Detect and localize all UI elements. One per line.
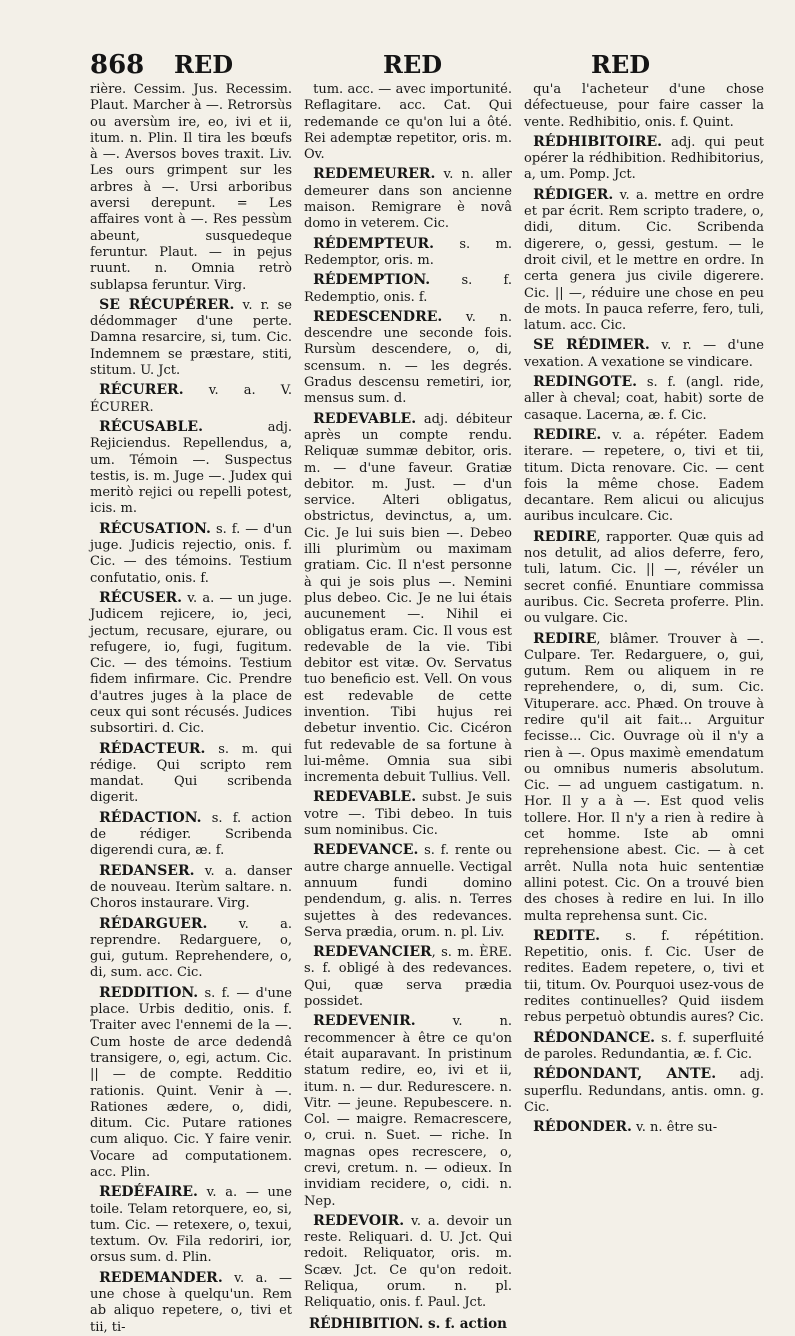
- dictionary-entry: RÉDARGUER. v. a. reprendre. Redarguere, o, gui, gutum. Reprehendere, o, di, sum. acc. Cic.: [90, 915, 292, 981]
- dictionary-entry: RÉDACTION. s. f. action de rédiger. Scribenda digerendi cura, æ. f.: [90, 809, 292, 859]
- dictionary-entry: RÉCUSATION. s. f. — d'un juge. Judicis rejectio, onis. f. Cic. — des témoins. Testium confutatio, onis. f.: [90, 520, 292, 586]
- dictionary-entry: REDEVABLE. subst. Je suis votre —. Tibi debeo. In tuis sum nominibus. Cic.: [304, 789, 512, 839]
- running-head-left: RED: [174, 50, 234, 79]
- dictionary-entry: REDINGOTE. s. f. (angl. ride, aller à cheval; coat, habit) sorte de casaque. Lacerna, æ. f. Cic.: [524, 374, 764, 423]
- dictionary-entry: REDESCENDRE. v. n. descendre une seconde fois. Rursùm descendere, o, di, scensum. n. — les degrés. Gradus descensu remetiri, ior, mensus sum. d.: [304, 308, 512, 407]
- dictionary-entry: RÉDHIBITOIRE. adj. qui peut opérer la rédhibition. Redhibitorius, a, um. Pomp. Jct.: [524, 133, 764, 183]
- dictionary-entry: RÉDONDER. v. n. être su-: [533, 1119, 718, 1136]
- dictionary-entry: RÉDEMPTION. s. f. Redemptio, onis. f.: [304, 272, 512, 305]
- dictionary-entry: REDEVANCIER, s. m. ÈRE. s. f. obligé à des redevances. Qui, quæ serva prædia possidet.: [304, 944, 512, 1010]
- dictionary-entry: RÉDACTEUR. s. m. qui rédige. Qui scripto rem mandat. Qui scribenda digerit.: [90, 740, 292, 806]
- column-tail-entry: RÉDHIBITION. s. f. action: [309, 1315, 507, 1332]
- dictionary-entry: RÉCURER. v. a. V. ÉCURER.: [90, 382, 292, 415]
- running-head-center: RED: [383, 50, 443, 79]
- dictionary-entry: SE RÉCUPÉRER. v. r. se dédommager d'une perte. Damna resarcire, si, tum. Cic. Indemnem se præstare, stiti, stitum. U. Jct.: [90, 296, 293, 379]
- dictionary-entry: REDEMEURER. v. n. aller demeurer dans son ancienne maison. Remigrare è novâ domo in veterem. Cic.: [304, 166, 512, 232]
- dictionary-entry: RÉCUSER. v. a. — un juge. Judicem rejicere, io, jeci, jectum, recusare, ejurare, ou refugere, io, fugi, fugitum. Cic. — des témoins. Testium fidem infirmare. Cic. Prendre d'autres juges à la place de ceux qui sont récusés. Judices subsortiri. d. Cic.: [90, 589, 292, 737]
- dictionary-entry: REDANSER. v. a. danser de nouveau. Iterùm saltare. n. Choros instaurare. Virg.: [90, 862, 292, 912]
- dictionary-entry: RÉDONDANT, ANTE. adj. superflu. Redundans, antis. omn. g. Cic.: [524, 1066, 764, 1115]
- dictionary-entry: RÉDONDANCE. s. f. superfluité de paroles. Redundantia, æ. f. Cic.: [524, 1029, 764, 1062]
- column-middle: [304, 82, 512, 1332]
- running-head-right: RED: [591, 50, 651, 79]
- dictionary-entry: SE RÉDIMER. v. r. — d'une vexation. A vexatione se vindicare.: [524, 337, 765, 370]
- dictionary-entry: REDIRE. v. a. répéter. Eadem iterare. — repetere, o, tivi et tii, titum. Dicta renovare. Cic. — cent fois la même chose. Eadem decantare. Rem alicui ou alicujus auribus inculcare. Cic.: [524, 426, 764, 525]
- dictionary-entry: REDEVOIR. v. a. devoir un reste. Reliquari. d. U. Jct. Qui redoit. Reliquator, oris. m. Scæv. Jct. Ce qu'on redoit. Reliqua, orum. n. pl. Reliquatio, onis. f. Paul. Jct.: [304, 1212, 512, 1311]
- dictionary-entry: RÉDEMPTEUR. s. m. Redemptor, oris. m.: [304, 235, 512, 268]
- dictionary-entry: REDEMANDER. v. a. — une chose à quelqu'un. Rem ab aliquo repetere, o, tivi et tii, ti-: [90, 1269, 292, 1335]
- dictionary-entry: REDEVENIR. v. n. recommencer à être ce qu'on était auparavant. In pristinum statum redire, eo, ivi et ii, itum. n. — dur. Redurescere. n. Vitr. — jeune. Repubescere. n. Col. — maigre. Remacrescere, o, crui. n. Suet. — riche. In magnas opes recrescere, o, crevi, cretum. n. — odieux. In invidiam recidere, o, cidi. n. Nep.: [304, 1013, 512, 1209]
- dictionary-entry: rière. Cessim. Jus. Recessim. Plaut. Marcher à —. Retrorsùs ou aversùm ire, eo, ivi et ii, itum. n. Plin. Il tira les bœufs à —. Aversos boves traxit. Liv. Les ours grimpent sur les arbres à —. Ursi arboribus aversi derepunt. = Les affaires vont à —. Res pessùm abeunt, susquedeque feruntur. Plaut. — in pejus ruunt. n. Omnia retrò sublapsa feruntur. Virg.: [90, 82, 292, 293]
- dictionary-entry: REDITE. s. f. répétition. Repetitio, onis. f. Cic. User de redites. Eadem repetere, o, tivi et tii, titum. Ov. Pourquoi usez-vous de redites continuelles? Quid iisdem rebus perpetuò obtundis aures? Cic.: [524, 927, 764, 1026]
- dictionary-entry: REDEVANCE. s. f. rente ou autre charge annuelle. Vectigal annuum fundi domino pendendum, g. alis. n. Terres sujettes à des redevances. Serva prædia, orum. n. pl. Liv.: [304, 842, 512, 940]
- dictionary-entry: RÉDIGER. v. a. mettre en ordre et par écrit. Rem scripto tradere, o, didi, ditum. Cic. Scribenda digerere, o, gessi, gestum. — le droit civil, et le mettre en ordre. In certa genera jus civile digerere. Cic. || —, réduire une chose en peu de mots. In pauca referre, fero, tuli, latum. acc. Cic.: [524, 186, 764, 334]
- page-number: 868: [90, 50, 145, 80]
- column-left: [90, 82, 293, 1335]
- dictionary-entry: REDÉFAIRE. v. a. — une toile. Telam retorquere, eo, si, tum. Cic. — retexere, o, texui, textum. Ov. Fila redoriri, ior, orsus sum. d. Plin.: [90, 1184, 292, 1266]
- dictionary-entry: qu'a l'acheteur d'une chose défectueuse, pour faire casser la vente. Redhibitio, onis. f. Quint.: [524, 82, 764, 130]
- column-right: [524, 82, 765, 1136]
- dictionary-entry: REDEVABLE. adj. débiteur après un compte rendu. Reliquæ summæ debitor, oris. m. — d'une faveur. Gratiæ debitor. m. Just. — d'un service. Alteri obligatus, obstrictus, devinctus, a, um. Cic. Je lui suis bien —. Debeo illi plurimùm ou maximam gratiam. Cic. Il n'est personne à qui je sois plus —. Nemini plus debeo. Cic. Je ne lui étais aucunement —. Nihil ei obligatus eram. Cic. Il vous est redevable de la vie. Tibi debitor est vitæ. Ov. Servatus tuo beneficio est. Vell. On vous est redevable de cette invention. Tibi hujus rei debetur inventio. Cic. Cicéron fut redevable de sa fortune à lui-même. Omnia sua sibi incrementa debuit Tullius. Vell.: [304, 410, 512, 786]
- dictionary-entry: RÉCUSABLE. adj. Rejiciendus. Repellendus, a, um. Témoin —. Suspectus testis, is. m. Juge —. Judex qui meritò rejici ou repelli potest, icis. m.: [90, 418, 292, 517]
- dictionary-entry: REDDITION. s. f. — d'une place. Urbis deditio, onis. f. Traiter avec l'ennemi de la —. Cum hoste de arce dedendâ transigere, o, egi, actum. Cic. || — de compte. Redditio rationis. Quint. Venir à —. Rationes ædere, o, didi, ditum. Cic. Putare rationes cum aliquo. Cic. Y faire venir. Vocare ad computationem. acc. Plin.: [90, 984, 292, 1180]
- dictionary-entry: tum. acc. — avec importunité. Reflagitare. acc. Cat. Qui redemande ce qu'on lui a ôté. Rei ademptæ repetitor, oris. m. Ov.: [304, 82, 512, 163]
- dictionary-entry: REDIRE, rapporter. Quæ quis ad nos detulit, ad alios deferre, fero, tuli, latum. Cic. || —, révéler un secret confié. Enuntiare commissa auribus. Cic. Secreta proferre. Plin. ou vulgare. Cic.: [524, 528, 764, 627]
- dictionary-entry: REDIRE, blâmer. Trouver à —. Culpare. Ter. Redarguere, o, gui, gutum. Rem ou aliquem in re reprehendere, o, di, sum. Cic. Vituperare. acc. Phæd. On trouve à redire qu'il ait fait... Arguitur fecisse... Cic. Ouvrage où il n'y a rien à —. Opus maximè emendatum ou omnibus numeris absolutum. Cic. — ad unguem castigatum. n. Hor. Il y a à —. Est quod velis tollere. Hor. Il n'y a rien à redire à cet homme. Iste ab omni reprehensione abest. Cic. — à cet arrêt. Nulla nota huic sententiæ allini potest. Cic. On a trouvé bien des choses à redire en lui. In illo multa reprehensa sunt. Cic.: [524, 630, 764, 924]
